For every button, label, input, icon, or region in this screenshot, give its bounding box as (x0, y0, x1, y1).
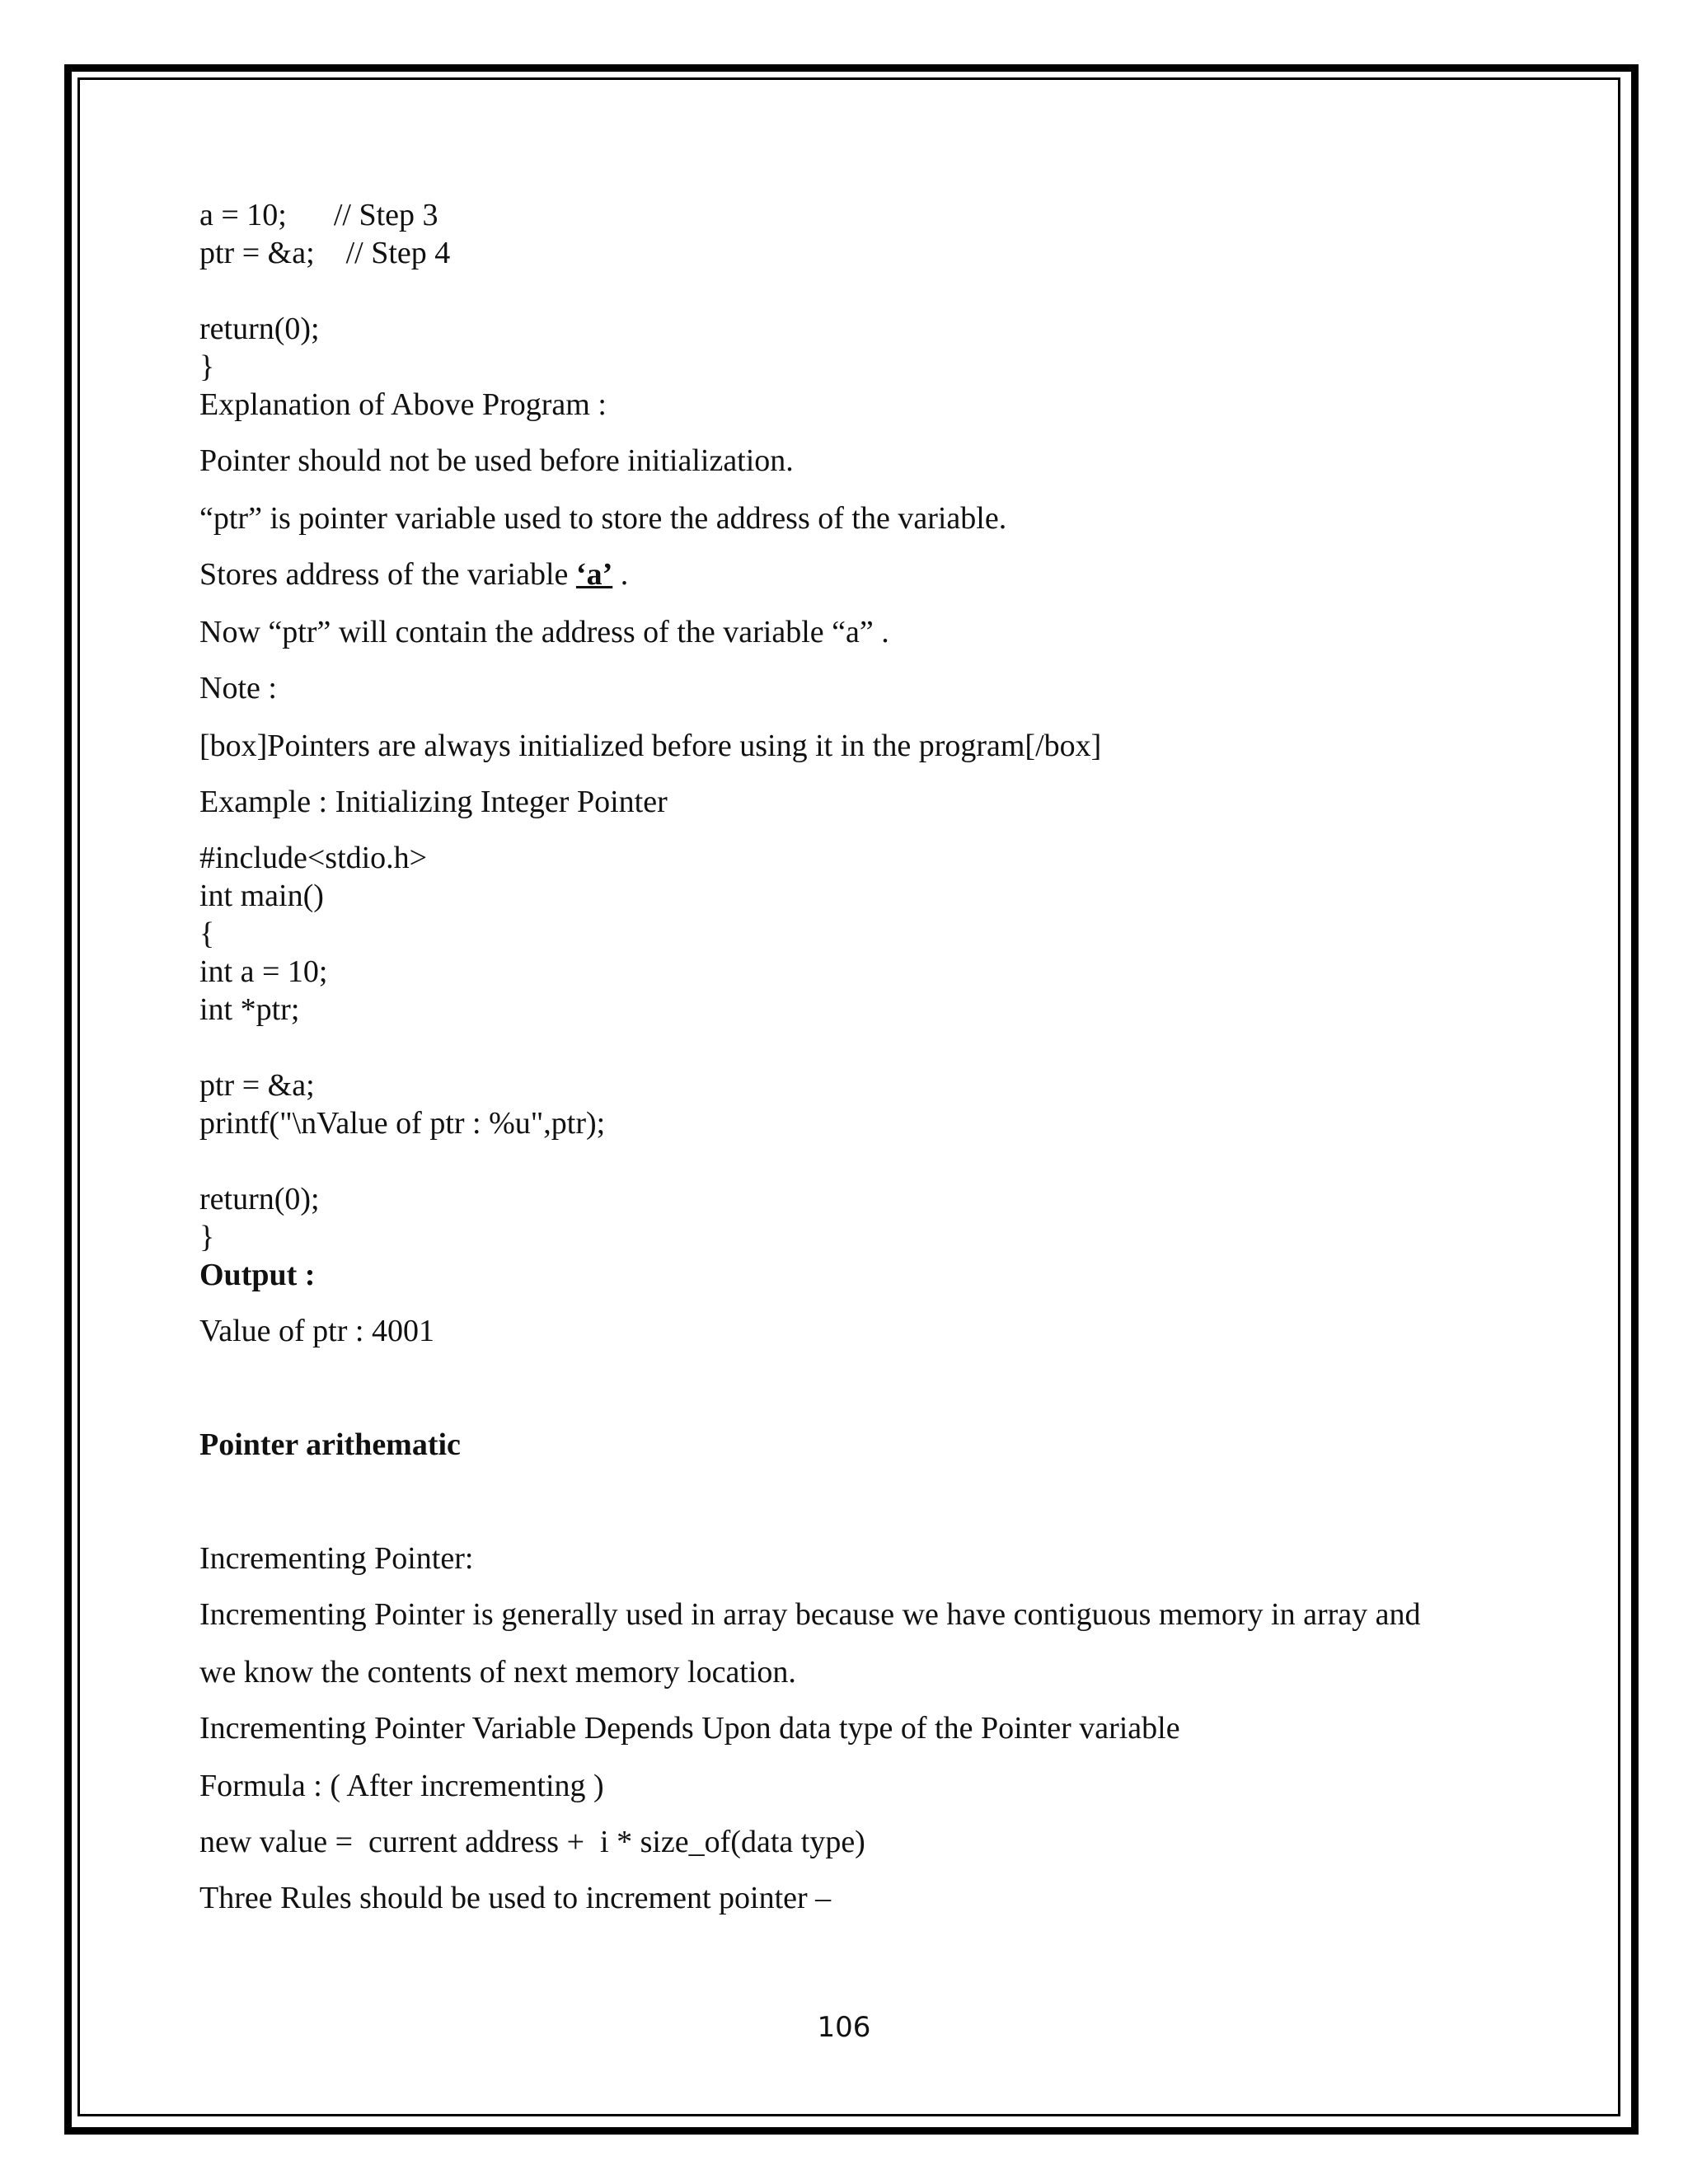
formula: new value = current address + i * size_of(data type) (199, 1825, 865, 1859)
explanation-point-3-prefix: Stores address of the variable (199, 557, 576, 592)
code-line-return: return(0); (199, 312, 320, 346)
explanation-point-2: “ptr” is pointer variable used to store the address of the variable. (199, 501, 1007, 536)
explanation-point-3 (199, 555, 628, 593)
code-example-line: ptr = &a; (199, 1068, 315, 1103)
arithmetic-paragraph-1: Incrementing Pointer is generally used in array because we have contiguous memory in array and (199, 1597, 1421, 1632)
code-example-line: } (199, 1220, 215, 1254)
code-example-line: int a = 10; (199, 954, 328, 989)
note-label: Note : (199, 671, 277, 705)
output-label: Output : (199, 1258, 316, 1292)
code-line-close-brace: } (199, 349, 215, 384)
section-heading-pointer-arithmetic: Pointer arithematic (199, 1427, 461, 1462)
code-example-line: printf("\nValue of ptr : %u",ptr); (199, 1106, 606, 1141)
page-number: 106 (817, 2011, 871, 2044)
arithmetic-paragraph-3: Incrementing Pointer Variable Depends Upon data type of the Pointer variable (199, 1711, 1180, 1746)
code-line-step4: ptr = &a; // Step 4 (199, 236, 451, 270)
variable-a-emphasis: ‘a’ (575, 557, 613, 592)
example-title: Example : Initializing Integer Pointer (199, 785, 668, 819)
arithmetic-paragraph-2: we know the contents of next memory location. (199, 1655, 796, 1690)
explanation-point-3-suffix: . (612, 557, 629, 592)
code-line-step3: a = 10; // Step 3 (199, 198, 438, 232)
formula-label: Formula : ( After incrementing ) (199, 1769, 604, 1803)
code-example-line: { (199, 916, 215, 951)
code-example-line: #include<stdio.h> (199, 841, 428, 875)
output-value: Value of ptr : 4001 (199, 1314, 434, 1348)
rules-intro: Three Rules should be used to increment pointer – (199, 1881, 832, 1915)
code-example-line: int main() (199, 879, 324, 913)
subheading-incrementing-pointer: Incrementing Pointer: (199, 1541, 474, 1576)
code-example-line: return(0); (199, 1182, 320, 1216)
explanation-point-1: Pointer should not be used before initialization. (199, 443, 794, 478)
code-example-line: int *ptr; (199, 992, 300, 1027)
explanation-point-4: Now “ptr” will contain the address of the variable “a” . (199, 615, 889, 649)
note-text: [box]Pointers are always initialized before using it in the program[/box] (199, 729, 1102, 763)
explanation-heading: Explanation of Above Program : (199, 387, 607, 422)
